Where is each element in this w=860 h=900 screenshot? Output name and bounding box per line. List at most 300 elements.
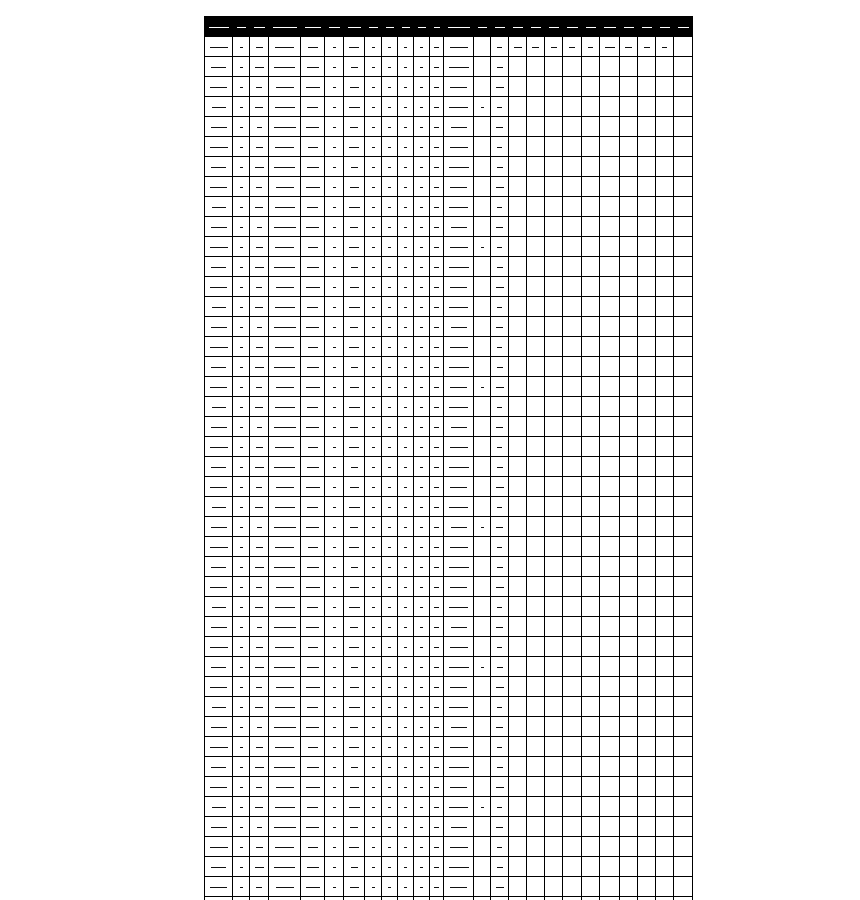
illegible-cell-text [256,87,262,88]
illegible-cell-text [388,767,391,768]
illegible-cell-text [349,747,359,748]
table-cell [365,437,382,457]
illegible-cell-text [274,627,296,628]
table-cell [325,177,344,197]
table-cell [545,397,563,417]
table-cell [344,897,365,900]
table-row [205,697,693,717]
illegible-cell-text [256,487,262,488]
table-cell [365,197,382,217]
table-cell [344,777,365,797]
table-cell [414,757,430,777]
table-cell [527,357,545,377]
table-cell [620,857,638,877]
illegible-cell-text [240,807,243,808]
illegible-cell-text [275,507,295,508]
table-cell [545,857,563,877]
table-cell [414,417,430,437]
table-cell [509,577,527,597]
table-cell [491,517,509,537]
table-cell [600,617,620,637]
table-cell [382,357,398,377]
illegible-cell-text [372,87,375,88]
table-cell [325,97,344,117]
illegible-cell-text [372,767,375,768]
table-cell [430,857,444,877]
table-cell [430,817,444,837]
table-cell [545,37,563,57]
column-header [474,17,491,37]
table-cell [582,557,600,577]
illegible-cell-text [496,727,503,728]
table-cell [656,217,674,237]
table-cell [509,537,527,557]
column-header [509,17,527,37]
illegible-header-text [329,27,340,28]
illegible-cell-text [420,727,423,728]
table-cell [563,277,582,297]
table-row [205,217,693,237]
table-cell [620,837,638,857]
table-cell [269,117,301,137]
table-cell [344,137,365,157]
table-cell [474,77,491,97]
table-cell [382,277,398,297]
illegible-cell-text [240,107,243,108]
table-cell [382,417,398,437]
illegible-cell-text [256,447,263,448]
table-cell [325,777,344,797]
illegible-cell-text [349,807,360,808]
illegible-cell-text [372,167,375,168]
illegible-cell-text [210,847,228,848]
table-cell [325,197,344,217]
table-cell [365,717,382,737]
table-cell [344,457,365,477]
illegible-header-text [604,27,616,28]
illegible-cell-text [420,307,423,308]
illegible-cell-text [274,327,296,328]
illegible-cell-text [388,247,391,248]
illegible-cell-text [388,127,391,128]
illegible-cell-text [449,367,469,368]
column-header [250,17,269,37]
table-cell [674,437,693,457]
table-cell [674,197,693,217]
table-cell [474,837,491,857]
illegible-cell-text [388,47,391,48]
illegible-cell-text [307,367,319,368]
table-cell [430,317,444,337]
table-cell [491,897,509,900]
table-cell [414,177,430,197]
table-cell [250,877,269,897]
illegible-cell-text [212,607,226,608]
table-cell [398,237,414,257]
table-cell [382,457,398,477]
table-cell [491,157,509,177]
illegible-cell-text [257,227,262,228]
table-cell [638,537,656,557]
illegible-cell-text [404,807,407,808]
illegible-cell-text [420,847,423,848]
illegible-cell-text [388,387,391,388]
table-cell [620,637,638,657]
table-cell [491,37,509,57]
illegible-cell-text [449,407,468,408]
table-cell [674,237,693,257]
illegible-cell-text [240,687,243,688]
illegible-cell-text [404,407,407,408]
illegible-cell-text [307,767,319,768]
illegible-cell-text [255,367,264,368]
table-cell [414,317,430,337]
table-cell [491,857,509,877]
table-cell [365,517,382,537]
illegible-cell-text [434,347,439,348]
table-cell [620,577,638,597]
illegible-cell-text [434,707,439,708]
table-cell [430,357,444,377]
table-cell [301,317,325,337]
illegible-cell-text [449,67,469,68]
table-cell [430,757,444,777]
table-cell [414,357,430,377]
illegible-cell-text [451,727,467,728]
table-cell [563,197,582,217]
table-cell [398,877,414,897]
table-cell [638,717,656,737]
table-cell [527,477,545,497]
table-cell [600,317,620,337]
table-cell [233,277,250,297]
table-cell [430,477,444,497]
table-cell [600,537,620,557]
table-cell [325,517,344,537]
table-cell [527,117,545,137]
illegible-cell-text [306,227,319,228]
table-cell [491,137,509,157]
illegible-cell-text [497,247,502,248]
table-cell [398,137,414,157]
table-cell [444,277,474,297]
table-cell [638,117,656,137]
illegible-cell-text [307,507,318,508]
table-cell [509,857,527,877]
table-cell [233,717,250,737]
table-cell [398,357,414,377]
table-cell [301,197,325,217]
illegible-cell-text [420,467,423,468]
illegible-cell-text [569,47,575,48]
table-cell [233,437,250,457]
table-cell [301,577,325,597]
illegible-cell-text [420,447,423,448]
illegible-cell-text [333,247,336,248]
table-cell [414,237,430,257]
table-cell [430,397,444,417]
table-cell [430,717,444,737]
table-cell [491,237,509,257]
table-cell [545,357,563,377]
table-cell [527,137,545,157]
illegible-cell-text [349,507,360,508]
table-cell [474,197,491,217]
illegible-cell-text [333,207,336,208]
table-cell [414,497,430,517]
table-cell [365,237,382,257]
table-cell [269,517,301,537]
table-cell [674,637,693,657]
illegible-cell-text [211,727,227,728]
illegible-cell-text [450,787,467,788]
illegible-cell-text [449,767,469,768]
table-cell [250,297,269,317]
table-cell [382,517,398,537]
table-cell [638,557,656,577]
table-cell [582,397,600,417]
table-cell [365,757,382,777]
table-cell [600,737,620,757]
table-cell [491,317,509,337]
table-cell [620,657,638,677]
table-cell [545,417,563,437]
illegible-header-text [254,27,265,28]
table-row [205,497,693,517]
illegible-cell-text [333,487,336,488]
table-cell [250,537,269,557]
table-cell [382,777,398,797]
table-cell [430,517,444,537]
table-cell [474,397,491,417]
table-cell [365,357,382,377]
illegible-cell-text [351,367,358,368]
table-cell [444,357,474,377]
table-cell [205,497,233,517]
illegible-cell-text [274,67,295,68]
table-cell [430,637,444,657]
table-cell [344,617,365,637]
illegible-cell-text [420,247,423,248]
illegible-cell-text [274,527,296,528]
table-cell [527,397,545,417]
table-cell [365,797,382,817]
table-cell [365,537,382,557]
table-cell [674,497,693,517]
illegible-cell-text [372,287,375,288]
table-cell [582,137,600,157]
illegible-cell-text [496,887,504,888]
table-cell [430,457,444,477]
table-row [205,537,693,557]
illegible-cell-text [372,527,375,528]
table-cell [527,77,545,97]
illegible-cell-text [256,547,263,548]
table-cell [545,217,563,237]
illegible-cell-text [625,47,632,48]
table-cell [444,137,474,157]
table-cell [545,617,563,637]
table-cell [301,497,325,517]
illegible-cell-text [434,167,439,168]
table-cell [582,277,600,297]
table-cell [325,357,344,377]
table-cell [582,757,600,777]
table-cell [620,97,638,117]
table-cell [474,377,491,397]
table-cell [509,457,527,477]
table-cell [414,77,430,97]
illegible-cell-text [388,307,391,308]
illegible-cell-text [275,147,294,148]
table-cell [233,597,250,617]
illegible-cell-text [351,867,358,868]
table-cell [233,817,250,837]
illegible-cell-text [496,287,504,288]
table-cell [269,157,301,177]
illegible-cell-text [257,127,262,128]
illegible-cell-text [257,327,262,328]
table-cell [325,337,344,357]
illegible-cell-text [434,307,439,308]
table-cell [600,357,620,377]
table-cell [656,57,674,77]
table-cell [674,97,693,117]
illegible-cell-text [306,427,319,428]
illegible-cell-text [404,687,407,688]
table-cell [382,737,398,757]
table-cell [491,357,509,377]
table-cell [365,697,382,717]
table-cell [545,777,563,797]
table-cell [600,657,620,677]
table-cell [527,417,545,437]
table-cell [301,677,325,697]
table-cell [638,137,656,157]
table-row [205,577,693,597]
table-cell [444,757,474,777]
illegible-cell-text [496,187,504,188]
table-cell [365,857,382,877]
illegible-cell-text [388,227,391,228]
illegible-cell-text [333,347,336,348]
table-cell [582,297,600,317]
table-cell [444,257,474,277]
table-cell [563,797,582,817]
illegible-cell-text [240,307,243,308]
table-cell [674,817,693,837]
illegible-cell-text [662,47,667,48]
table-cell [527,697,545,717]
illegible-cell-text [588,47,593,48]
illegible-cell-text [481,107,484,108]
table-cell [474,737,491,757]
illegible-header-text [531,27,541,28]
illegible-cell-text [306,727,319,728]
table-cell [527,237,545,257]
illegible-cell-text [449,867,469,868]
table-cell [638,477,656,497]
table-cell [638,817,656,837]
table-row [205,237,693,257]
illegible-cell-text [388,167,391,168]
table-cell [382,897,398,900]
table-cell [474,57,491,77]
table-cell [205,297,233,317]
column-header [491,17,509,37]
table-cell [205,457,233,477]
table-cell [491,197,509,217]
table-cell [620,237,638,257]
table-row [205,757,693,777]
illegible-cell-text [497,67,503,68]
column-header [600,17,620,37]
illegible-cell-text [420,407,423,408]
table-cell [325,157,344,177]
illegible-cell-text [404,727,407,728]
illegible-cell-text [497,807,502,808]
table-cell [656,177,674,197]
table-cell [205,417,233,437]
table-cell [250,417,269,437]
illegible-cell-text [420,287,423,288]
illegible-cell-text [306,287,320,288]
table-cell [233,617,250,637]
table-cell [344,537,365,557]
table-cell [414,457,430,477]
table-cell [620,797,638,817]
illegible-cell-text [388,507,391,508]
table-cell [269,837,301,857]
table-cell [430,157,444,177]
illegible-cell-text [388,707,391,708]
table-cell [582,417,600,437]
table-cell [600,337,620,357]
illegible-cell-text [333,187,336,188]
table-cell [301,97,325,117]
table-cell [563,817,582,837]
illegible-cell-text [496,627,503,628]
table-cell [398,477,414,497]
table-cell [474,437,491,457]
table-cell [582,637,600,657]
table-cell [509,297,527,317]
illegible-cell-text [497,447,502,448]
table-cell [674,277,693,297]
illegible-cell-text [388,447,391,448]
table-cell [430,117,444,137]
table-cell [656,477,674,497]
table-cell [325,377,344,397]
illegible-cell-text [256,747,263,748]
illegible-cell-text [404,447,407,448]
illegible-cell-text [372,587,375,588]
table-cell [545,317,563,337]
table-cell [582,497,600,517]
table-cell [344,217,365,237]
table-cell [527,57,545,77]
illegible-cell-text [211,367,226,368]
illegible-cell-text [349,247,359,248]
table-cell [545,497,563,517]
illegible-cell-text [350,87,359,88]
illegible-cell-text [434,267,439,268]
table-cell [656,577,674,597]
illegible-header-text [305,27,321,28]
table-cell [269,817,301,837]
illegible-cell-text [240,827,243,828]
illegible-header-text [642,27,652,28]
